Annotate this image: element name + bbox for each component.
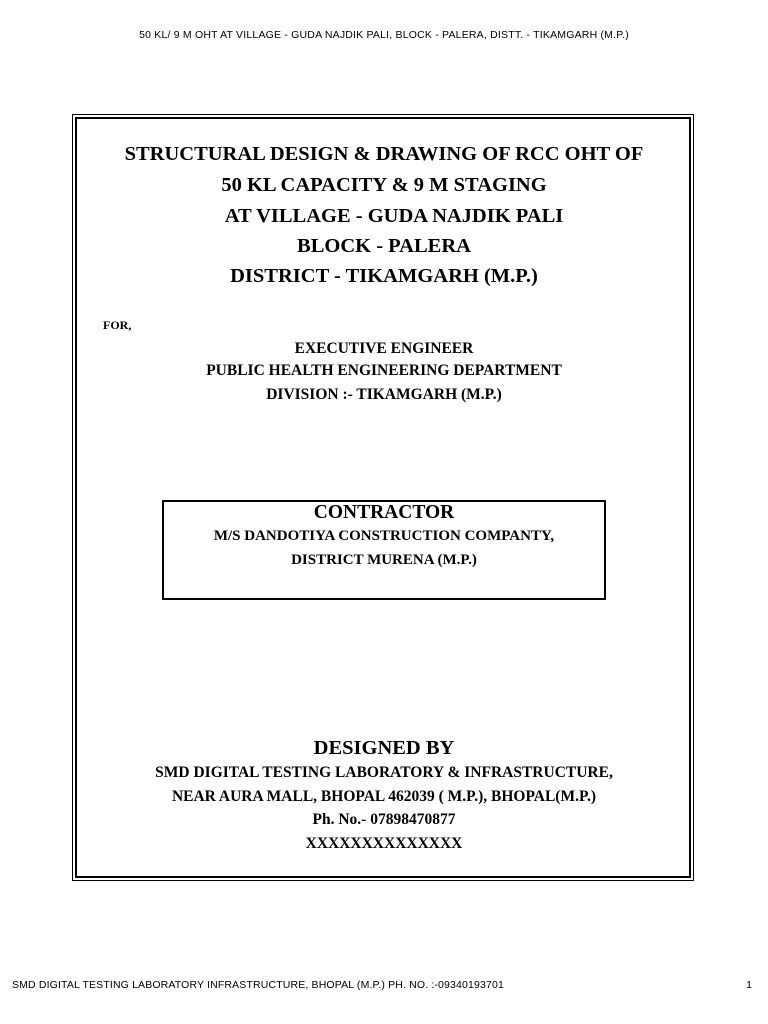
client-line: DIVISION :- TIKAMGARH (M.P.) bbox=[266, 386, 502, 403]
client-line: EXECUTIVE ENGINEER bbox=[294, 340, 474, 357]
page-header: 50 KL/ 9 M OHT AT VILLAGE - GUDA NAJDIK PALI, BLOCK - PALERA, DISTT. - TIKAMGARH (M.P.) bbox=[139, 29, 629, 41]
contractor-line: M/S DANDOTIYA CONSTRUCTION COMPANTY, bbox=[213, 528, 555, 544]
page-footer: SMD DIGITAL TESTING LABORATORY INFRASTRUCTURE, BHOPAL (M.P.) PH. NO. :-09340193701 bbox=[12, 979, 504, 991]
contractor-line: DISTRICT MURENA (M.P.) bbox=[291, 552, 477, 568]
client-line: PUBLIC HEALTH ENGINEERING DEPARTMENT bbox=[206, 362, 562, 379]
designer-line: XXXXXXXXXXXXXX bbox=[305, 835, 463, 852]
designer-line: NEAR AURA MALL, BHOPAL 462039 ( M.P.), BHOPAL(M.P.) bbox=[171, 788, 597, 805]
contractor-heading: CONTRACTOR bbox=[313, 502, 455, 523]
title-line: STRUCTURAL DESIGN & DRAWING OF RCC OHT OF bbox=[124, 143, 644, 165]
title-line: 50 KL CAPACITY & 9 M STAGING bbox=[221, 174, 547, 196]
for-label: FOR, bbox=[103, 318, 132, 332]
title-line: BLOCK - PALERA bbox=[297, 235, 471, 257]
designer-line: Ph. No.- 07898470877 bbox=[312, 811, 456, 828]
designer-heading: DESIGNED BY bbox=[313, 737, 455, 759]
page-number: 1 bbox=[746, 979, 752, 991]
designer-line: SMD DIGITAL TESTING LABORATORY & INFRASTRUCTURE, bbox=[155, 764, 613, 781]
title-line: AT VILLAGE - GUDA NAJDIK PALI bbox=[224, 205, 564, 227]
title-line: DISTRICT - TIKAMGARH (M.P.) bbox=[230, 265, 538, 287]
